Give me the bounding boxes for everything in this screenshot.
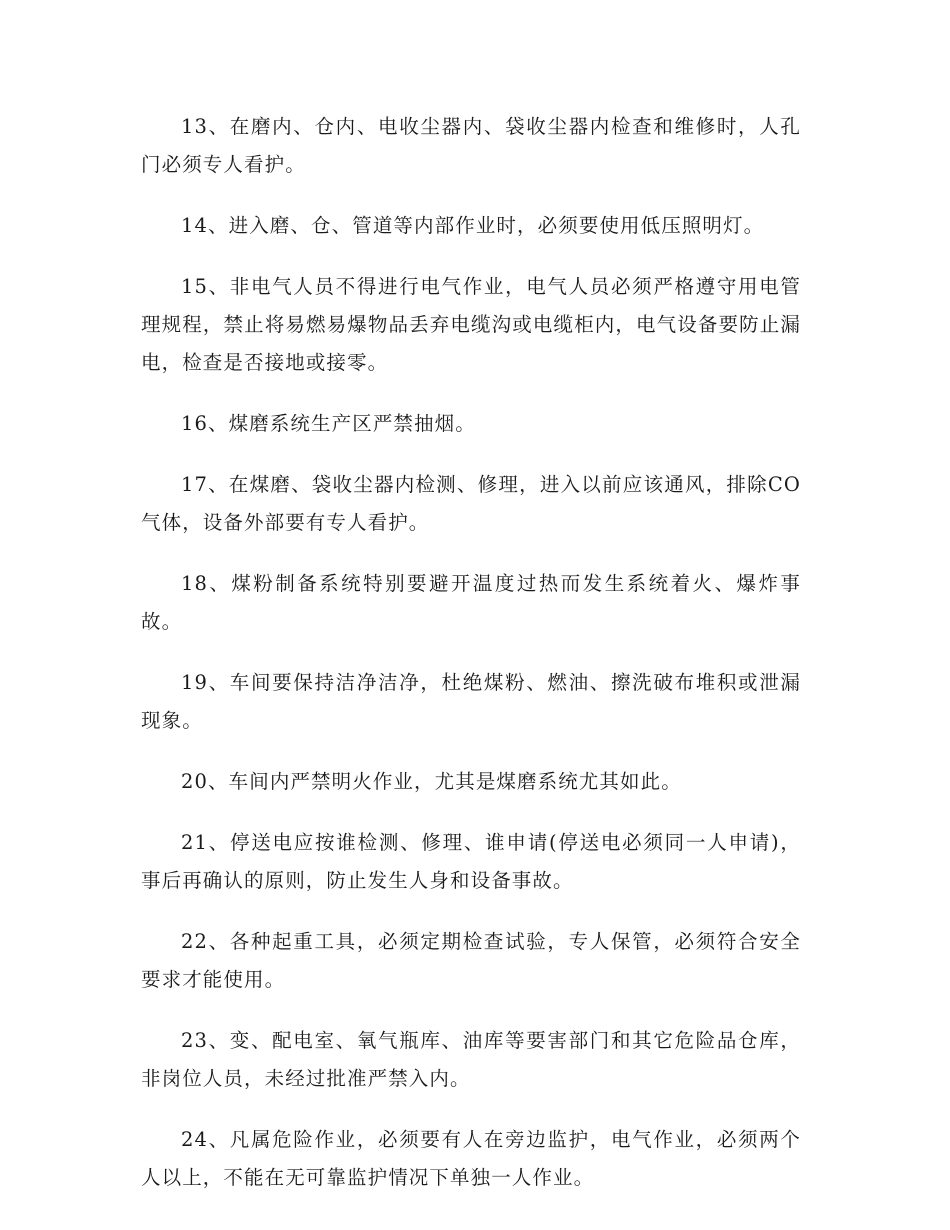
document-body xyxy=(141,108,801,1220)
rule-paragraph-13: 13、在磨内、仓内、电收尘器内、袋收尘器内检查和维修时，人孔门必须专人看护。 xyxy=(141,115,801,176)
rule-paragraph-15: 15、非电气人员不得进行电气作业，电气人员必须严格遵守用电管理规程，禁止将易燃易爆物品丢弃电缆沟或电缆柜内，电气设备要防止漏电，检查是否接地或接零。 xyxy=(141,275,801,374)
rule-paragraph-24: 24、凡属危险作业，必须要有人在旁边监护，电气作业，必须两个人以上，不能在无可靠监护情况下单独一人作业。 xyxy=(141,1128,801,1189)
rule-paragraph-20: 20、车间内严禁明火作业，尤其是煤磨系统尤其如此。 xyxy=(181,770,682,793)
rule-paragraph-21: 21、停送电应按谁检测、修理、谁申请(停送电必须同一人申请)，事后再确认的原则，防止发生人身和设备事故。 xyxy=(141,831,801,892)
rule-paragraph-19: 19、车间要保持洁净洁净，杜绝煤粉、燃油、擦洗破布堆积或泄漏现象。 xyxy=(141,671,801,732)
rule-paragraph-18: 18、煤粉制备系统特别要避开温度过热而发生系统着火、爆炸事故。 xyxy=(141,572,801,633)
rule-paragraph-14: 14、进入磨、仓、管道等内部作业时，必须要使用低压照明灯。 xyxy=(181,214,765,237)
rule-paragraph-23: 23、变、配电室、氧气瓶库、油库等要害部门和其它危险品仓库，非岗位人员，未经过批准严禁入内。 xyxy=(141,1029,801,1090)
rule-paragraph-16: 16、煤磨系统生产区严禁抽烟。 xyxy=(181,412,476,435)
rule-paragraph-22: 22、各种起重工具，必须定期检查试验，专人保管，必须符合安全要求才能使用。 xyxy=(141,930,801,991)
rule-paragraph-17: 17、在煤磨、袋收尘器内检测、修理，进入以前应该通风，排除CO气体，设备外部要有专人看护。 xyxy=(141,473,801,534)
